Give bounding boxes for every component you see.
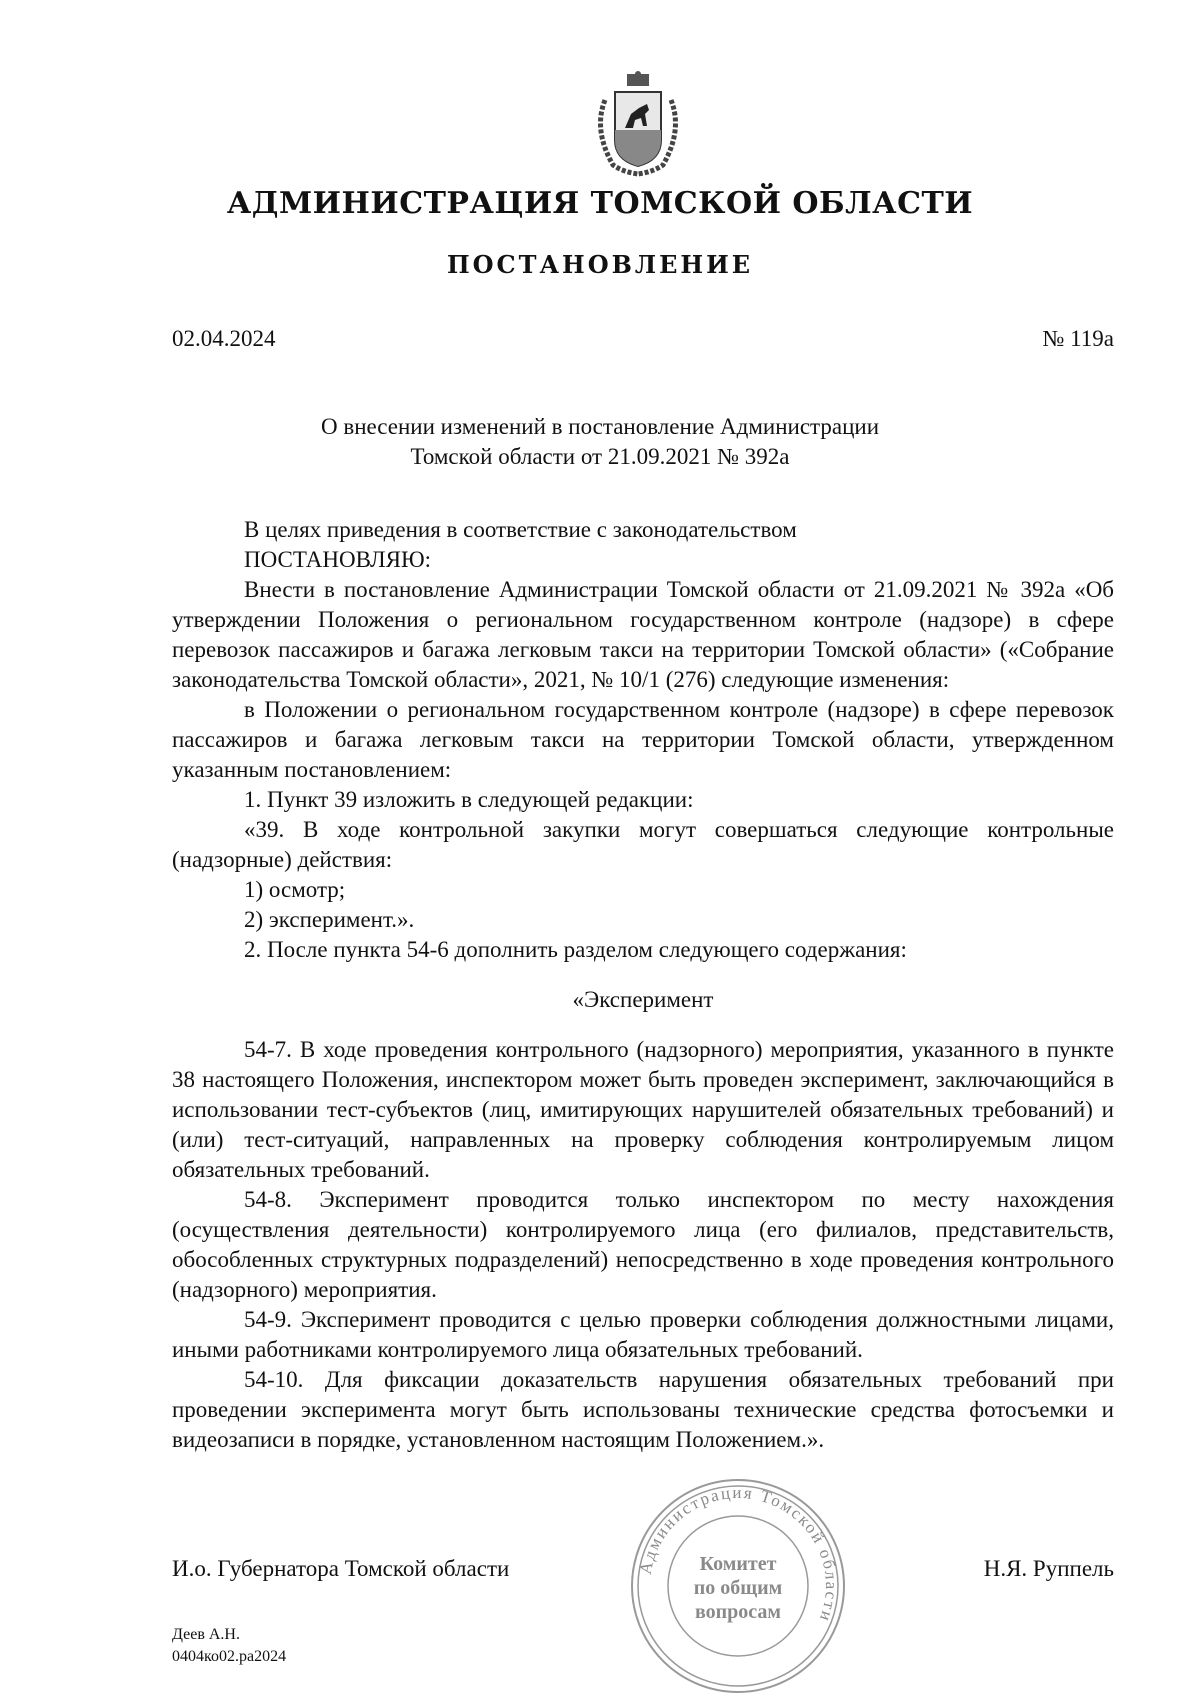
subject-line: О внесении изменений в постановление Администрации (320, 414, 880, 439)
body-paragraph: 1) осмотр; (244, 877, 346, 902)
document-body (172, 515, 1114, 1455)
organization-title: АДМИНИСТРАЦИЯ ТОМСКОЙ ОБЛАСТИ (226, 186, 974, 221)
body-paragraph: В целях приведения в соответствие с законодательством (244, 517, 797, 542)
subject-line: Томской области от 21.09.2021 № 392а (410, 444, 790, 469)
seal-center-line: вопросам (694, 1601, 782, 1623)
body-paragraph: 54-9. Эксперимент проводится с целью проверки соблюдения должностными лицами, иными работниками контролируемого лица обязательных требований. (172, 1307, 1114, 1362)
body-paragraph: Внести в постановление Администрации Томской области от 21.09.2021 № 392а «Об утверждении Положения о региональном государственном контроле (надзоре) в сфере перевозок пассажиров и багажа легковым такси на территории Томской области» («Собрание законодательства Томской области», 2021, № 10/1 (276) следующие изменения: (172, 577, 1114, 692)
body-paragraph: 54-10. Для фиксации доказательств нарушения обязательных требований при проведении эксперимента могут быть использованы технические средства фотосъемки и видеозаписи в порядке, установленном настоящим Положением.». (172, 1367, 1114, 1452)
resolve-word: ПОСТАНОВЛЯЮ: (244, 547, 432, 572)
body-paragraph: в Положении о региональном государственном контроле (надзоре) в сфере перевозок пассажиров и багажа легковым такси на территории Томской области, утвержденном указанным постановлением: (172, 697, 1114, 782)
seal-ring-text: Администрация Томской области (635, 1482, 842, 1626)
document-subject (0, 412, 1200, 472)
document-date: 02.04.2024 (172, 326, 276, 351)
coat-of-arms-icon (583, 70, 693, 180)
body-paragraph: 1. Пункт 39 изложить в следующей редакции: (244, 787, 694, 812)
body-paragraph: 2) эксперимент.». (244, 907, 415, 932)
official-seal (628, 1476, 848, 1696)
executor-name: Деев А.Н. (172, 1626, 240, 1643)
executor-info (172, 1624, 286, 1668)
document-number: № 119а (1042, 326, 1114, 351)
seal-center-line: Комитет (699, 1553, 777, 1575)
section-title: «Эксперимент (572, 987, 714, 1012)
seal-center-line: по общим (693, 1577, 783, 1599)
signer-position: И.о. Губернатора Томской области (172, 1556, 510, 1581)
executor-code: 0404ко02.ра2024 (172, 1648, 287, 1665)
body-paragraph: «39. В ходе контрольной закупки могут совершаться следующие контрольные (надзорные) действия: (172, 817, 1114, 872)
document-type: ПОСТАНОВЛЕНИЕ (446, 250, 754, 279)
body-paragraph: 54-8. Эксперимент проводится только инспектором по месту нахождения (осуществления деятельности) контролируемого лица (его филиалов, представительств, обособленных структурных подразделений) непосредственно в ходе проведения контрольного (надзорного) мероприятия. (172, 1187, 1114, 1302)
body-paragraph: 2. После пункта 54-6 дополнить разделом следующего содержания: (244, 937, 907, 962)
signer-name: Н.Я. Руппель (983, 1556, 1114, 1581)
body-paragraph: 54-7. В ходе проведения контрольного (надзорного) мероприятия, указанного в пункте 38 настоящего Положения, инспектором может быть проведен эксперимент, заключающийся в использовании тест-субъектов (лиц, имитирующих нарушителей обязательных требований) и (или) тест-ситуаций, направленных на проверку соблюдения контролируемым лицом обязательных требований. (172, 1037, 1114, 1182)
